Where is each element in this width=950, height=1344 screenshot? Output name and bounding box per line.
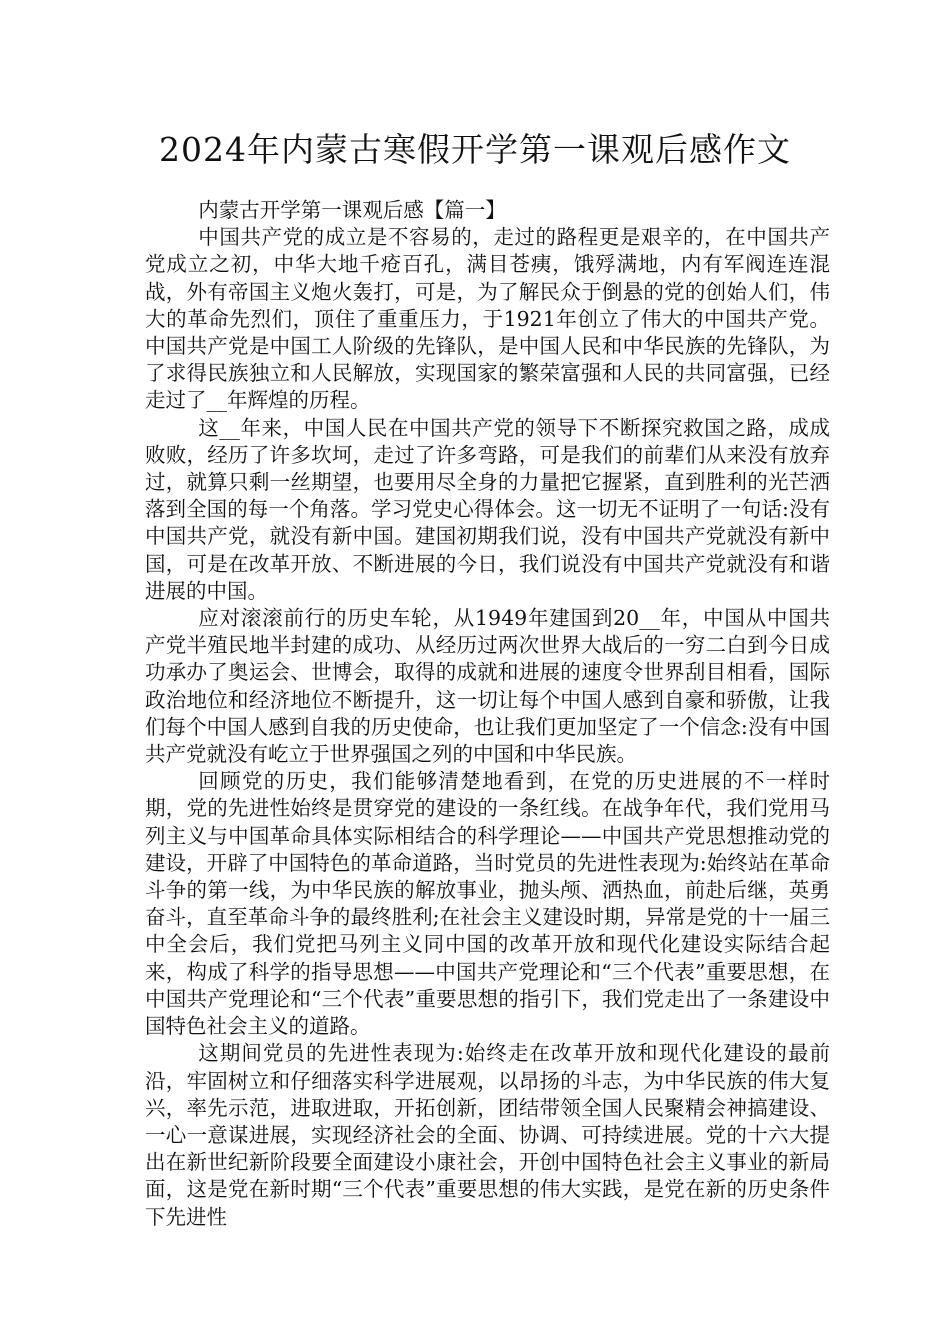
paragraph-3: 应对滚滚前行的历史车轮，从1949年建国到20__年，中国从中国共产党半殖民地半封建的成功、从经历过两次世界大战后的一穷二白到今日成功承办了奥运会、世博会，取得的成就和进展的速度令世界刮目相看，国际政治地位和经济地位不断提升，这一切让每个中国人感到自豪和骄傲，让我们每个中国人感到自我的历史使命，也让我们更加坚定了一个信念:没有中国共产党就没有屹立于世界强国之列的中国和中华民族。: [145, 606, 830, 767]
section-heading: 内蒙古开学第一课观后感【篇一】: [198, 198, 506, 222]
paragraph-4: 回顾党的历史，我们能够清楚地看到，在党的历史进展的不一样时期，党的先进性始终是贯穿党的建设的一条红线。在战争年代，我们党用马列主义与中国革命具体实际相结合的科学理论——中国共产党思想推动党的建设，开辟了中国特色的革命道路，当时党员的先进性表现为:始终站在革命斗争的第一线，为中华民族的解放事业，抛头颅、洒热血，前赴后继，英勇奋斗，直至革命斗争的最终胜利;在社会主义建设时期，异常是党的十一届三中全会后，我们党把马列主义同中国的改革开放和现代化建设实际结合起来，构成了科学的指导思想——中国共产党理论和“三个代表”重要思想，在中国共产党理论和“三个代表”重要思想的指引下，我们党走出了一条建设中国特色社会主义的道路。: [145, 769, 830, 1039]
paragraph-5: 这期间党员的先进性表现为:始终走在改革开放和现代化建设的最前沿，牢固树立和仔细落实科学进展观，以昂扬的斗志，为中华民族的伟大复兴，率先示范，进取进取，开拓创新，团结带领全国人民聚精会神搞建设、一心一意谋进展，实现经济社会的全面、协调、可持续进展。党的十六大提出在新世纪新阶段要全面建设小康社会，开创中国特色社会主义事业的新局面，这是党在新时期“三个代表”重要思想的伟大实践，是党在新的历史条件下先进性: [145, 1041, 830, 1229]
document-body: [145, 197, 830, 1231]
document-title: 2024年内蒙古寒假开学第一课观后感作文: [159, 130, 791, 169]
paragraph-1: 中国共产党的成立是不容易的，走过的路程更是艰辛的，在中国共产党成立之初，中华大地千疮百孔，满目苍痍，饿殍满地，内有军阀连连混战，外有帝国主义炮火轰打，可是，为了解民众于倒悬的党的创始人们，伟大的革命先烈们，顶住了重重压力，于1921年创立了伟大的中国共产党。中国共产党是中国工人阶级的先锋队，是中国人民和中华民族的先锋队，为了求得民族独立和人民解放，实现国家的繁荣富强和人民的共同富强，已经走过了__年辉煌的历程。: [145, 225, 830, 413]
paragraph-2: 这__年来，中国人民在中国共产党的领导下不断探究救国之路，成成败败，经历了许多坎坷，走过了许多弯路，可是我们的前辈们从来没有放弃过，就算只剩一丝期望，也要用尽全身的力量把它握紧，直到胜利的光芒洒落到全国的每一个角落。学习党史心得体会。这一切无不证明了一句话:没有中国共产党，就没有新中国。建国初期我们说，没有中国共产党就没有新中国，可是在改革开放、不断进展的今日，我们说没有中国共产党就没有和谐进展的中国。: [145, 415, 830, 603]
